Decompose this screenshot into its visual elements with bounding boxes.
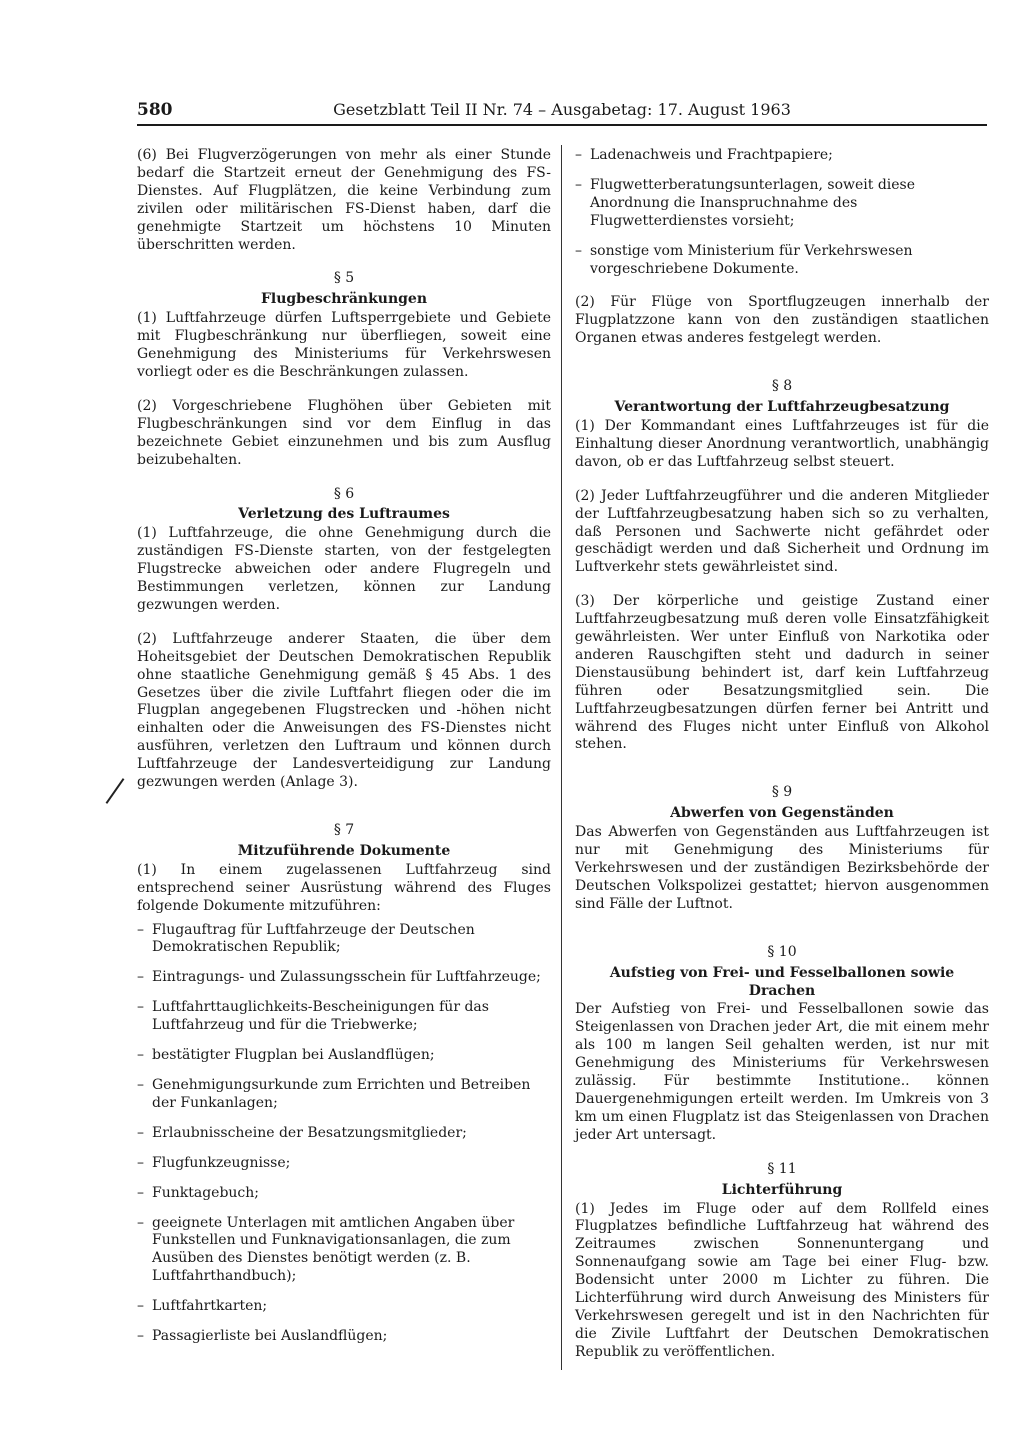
section-heading-7: Mitzuführende Dokumente [237,842,451,859]
list-item: – geeignete Unterlagen mit amtlichen Angaben über Funkstellen und Funknavigationsanlagen, die zum Ausüben des Dienstes benötigt werden (z. B. Luftfahrthandbuch); [137,1214,515,1285]
section-number-11: § 11 [767,1160,797,1177]
list-item: – Flugauftrag für Luftfahrzeuge der Deutschen Demokratischen Republik; [137,921,475,956]
list-item: – Passagierliste bei Auslandflügen; [137,1328,388,1345]
paragraph-7-2: (2) Für Flüge von Sportflugzeugen innerhalb der Flugplatzzone kann von den zuständigen staatlichen Organen etwas anderes festgelegt werden. [575,294,989,347]
section-number-5: § 5 [333,270,355,287]
list-item: – Luftfahrttauglichkeits-Bescheinigungen für das Luftfahrzeug und für die Triebwerke; [137,999,489,1034]
list-item: – Erlaubnisscheine der Besatzungsmitglieder; [137,1124,467,1141]
paragraph-5-2: (2) Vorgeschriebene Flughöhen über Gebieten mit Flugbeschränkungen sind vor dem Einflug in das bezeichnete Gebiet einzunehmen und bis zum Ausflug beizubehalten. [137,397,551,468]
list-item: – Flugfunkzeugnisse; [137,1154,291,1171]
paragraph-6-2: (2) Luftfahrzeuge anderer Staaten, die über dem Hoheitsgebiet der Deutschen Demokratischen Republik ohne staatliche Genehmigung gemäß § 45 Abs. 1 des Gesetzes über die zivile Luftfahrt fliegen oder die im Flugplan angegebenen Flugstrecken und -höhen nicht einhalten oder die Anweisungen des FS-Dienstes nicht ausführen, verletzen den Luftraum und können durch Luftfahrzeuge der Landesverteidigung zur Landung gezwungen werden (Anlage 3). [137,630,551,791]
header-title: Gesetzblatt Teil II Nr. 74 – Ausgabetag: 17. August 1963 [333,100,791,119]
list-item: – bestätigter Flugplan bei Auslandflügen; [137,1047,435,1064]
section-heading-6: Verletzung des Luftraumes [238,506,450,523]
paragraph-8-1: (1) Der Kommandant eines Luftfahrzeuges ist für die Einhaltung dieser Anordnung verantwortlich, unabhängig davon, ob er das Luftfahrzeug selbst steuert. [575,417,989,470]
document-list [137,922,551,1346]
list-item: – sonstige vom Ministerium für Verkehrswesen vorgeschriebene Dokumente. [575,242,913,277]
paragraph-9-1: Das Abwerfen von Gegenständen aus Luftfahrzeugen ist nur mit Genehmigung des Ministeriums für Verkehrswesen und der zuständigen Bezirksbehörde der Deutschen Volkspolizei gestattet; hiervon ausgenommen sind Fälle der Luftnot. [575,824,989,912]
paragraph-5-1: (1) Luftfahrzeuge dürfen Luftsperrgebiete und Gebiete mit Flugbeschränkung nur überfliegen, soweit eine Genehmigung des Ministeriums für Verkehrswesen vorliegt oder es die Beschränkungen zulassen. [137,310,551,380]
section-number-10: § 10 [767,943,797,960]
page-header [137,100,987,126]
right-column [575,147,989,1362]
paragraph-6-6: (6) Bei Flugverzögerungen von mehr als einer Stunde bedarf die Startzeit erneut der Genehmigung des FS-Dienstes. Auf Flugplätzen, die keine Verbindung zum zivilen oder militärischen FS-Dienst haben, darf die genehmigte Startzeit um höchstens 10 Minuten überschritten werden. [137,147,551,253]
paragraph-10-1: Der Aufstieg von Frei- und Fesselballonen sowie das Steigenlassen von Drachen jeder Art, die mit einem mehr als 100 m langen Seil gehalten werden, ist nur mit Genehmigung des Ministeriums für Verkehrswesen zulässig. Für bestimmte Institutione.. können Dauergenehmigungen erteilt werden. Im Umkreis von 3 km um einen Flugplatz ist das Steigenlassen von Drachen jeder Art untersagt. [575,1001,989,1143]
section-heading-8: Verantwortung der Luftfahrzeugbesatzung [614,399,950,416]
paragraph-6-1: (1) Luftfahrzeuge, die ohne Genehmigung durch die zuständigen FS-Dienste starten, von der festgelegten Flugstrecke abweichen oder andere Flugregeln und Bestimmungen verletzen, können zur Landung gezwungen werden. [137,525,551,613]
left-column [137,147,551,1346]
paragraph-8-3: (3) Der körperliche und geistige Zustand einer Luftfahrzeugbesatzung muß deren volle Einsatzfähigkeit gewährleisten. Wer unter Einfluß von Narkotika oder anderen Rauschgiften steht und dadurch in seiner Dienstausübung behindert ist, darf kein Luftfahrzeug führen oder Besatzungsmitglied sein. Die Luftfahrzeugbesatzungen dürfen ferner bei Antritt und während des Fluges nicht unter Einfluß von Alkohol stehen. [575,593,989,753]
list-item: – Luftfahrtkarten; [137,1298,268,1315]
margin-pen-mark [106,778,125,804]
paragraph-8-2: (2) Jeder Luftfahrzeugführer und die anderen Mitglieder der Luftfahrzeugbesatzung haben sich so zu verhalten, daß Personen und Sachwerte nicht gefährdet oder geschädigt werden und daß Sicherheit und Ordnung im Luftverkehr stets gewährleistet sind. [575,487,989,576]
paragraph-11-1: (1) Jedes im Fluge oder auf dem Rollfeld eines Flugplatzes befindliche Luftfahrzeug hat während des Zeitraumes zwischen Sonnenuntergang und Sonnenaufgang sowie am Tage bei einer Flug- bzw. Bodensicht unter 2000 m Lichter zu führen. Die Lichterführung wird durch Anweisung des Ministers für Verkehrswesen geregelt und ist in den Nachrichten für die Zivile Luftfahrt der Deutschen Demokratischen Republik zu veröffentlichen. [575,1200,989,1360]
section-heading-9: Abwerfen von Gegenständen [670,805,894,822]
list-item: – Ladenachweis und Frachtpapiere; [575,147,833,163]
page-number: 580 [137,100,173,120]
section-number-8: § 8 [771,378,793,395]
list-item: – Funktagebuch; [137,1184,260,1201]
section-heading-11: Lichterführung [721,1181,843,1198]
section-number-7: § 7 [333,822,355,838]
list-item: – Genehmigungsurkunde zum Errichten und Betreiben der Funkanlagen; [137,1076,531,1111]
column-divider [561,145,562,1370]
section-heading-5: Flugbeschränkungen [260,291,428,308]
section-number-6: § 6 [333,485,355,502]
section-heading-10: Aufstieg von Frei- und Fesselballonen sowie Drachen [609,964,955,999]
section-number-9: § 9 [771,784,793,801]
paragraph-7-1: (1) In einem zugelassenen Luftfahrzeug sind entsprechend seiner Ausrüstung während des Fluges folgende Dokumente mitzuführen: [137,861,551,914]
list-item: – Flugwetterberatungsunterlagen, soweit diese Anordnung die Inanspruchnahme des Flugwetterdienstes vorsieht; [575,176,916,229]
list-item: – Eintragungs- und Zulassungsschein für Luftfahrzeuge; [137,969,541,986]
